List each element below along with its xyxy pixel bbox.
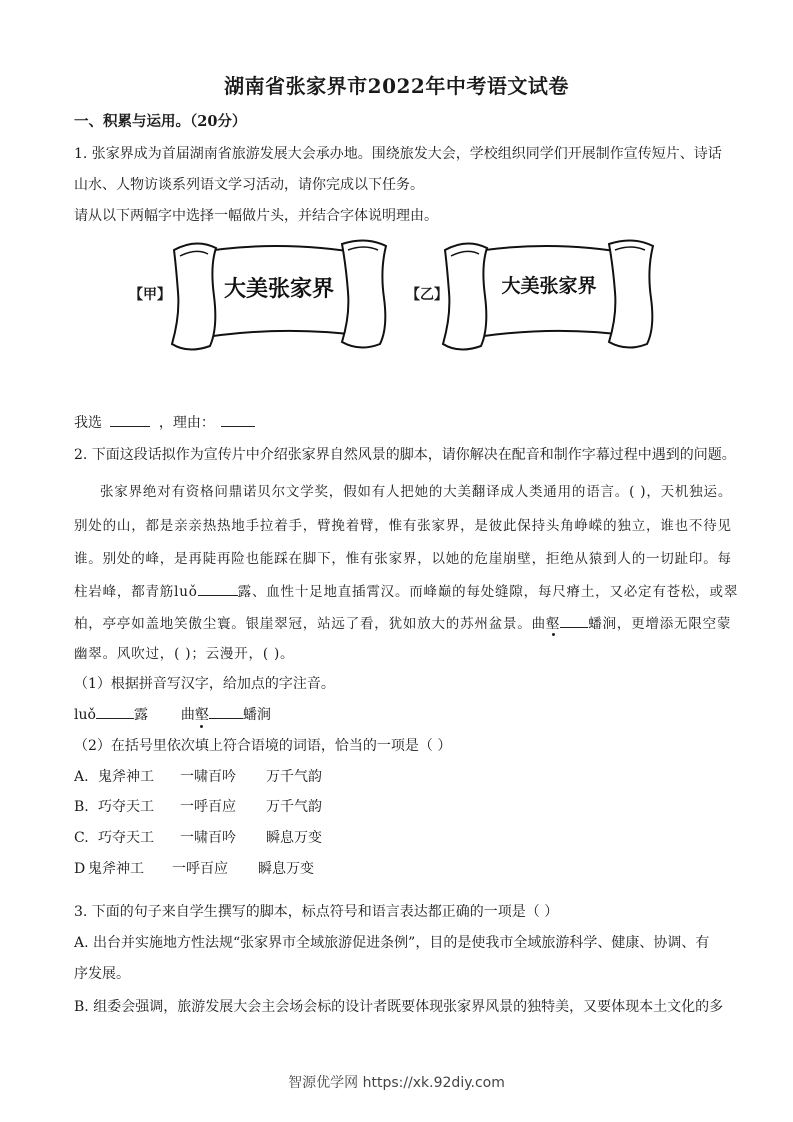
scroll-jia-text: 大美张家界 [223,276,335,302]
q2-passage-line-5 [74,612,731,632]
pinyin-blank[interactable] [198,583,238,596]
passage-text: 柱岩峰，都青筋 [74,584,175,600]
option-word-1: 巧夺天工 [98,799,154,815]
page-title: 湖南省张家界市2022年中考语文试卷 [224,74,569,98]
scroll-jia-image [166,236,394,356]
dotted-character: 壑 [546,612,560,632]
q1-line-2: 山水、人物访谈系列语文学习活动，请你完成以下任务。 [74,177,424,193]
q2-passage-line-3: 谁。别处的峰，是再陡再险也能踩在脚下，惟有张家界，以她的危崖崩壁，拒绝从猿到人的一切趾印。每 [74,551,732,567]
pronunciation-blank[interactable] [560,615,588,628]
pronunciation-blank[interactable] [209,706,243,719]
footer-watermark: 智源优学网 https://xk.92diy.com [288,1075,505,1091]
label-yi: 【乙】 [406,287,448,303]
q1-line-3: 请从以下两幅字中选择一幅做片头，并结合字体说明理由。 [74,208,438,224]
q2-sub1-answer [74,704,271,724]
q3-option-a-line-1[interactable]: A. 出台并实施地方性法规“张家界市全域旅游促进条例”，目的是使我市全域旅游科学、健康、协调、有 [74,935,710,951]
answer-reason-label: ，理由： [158,415,215,431]
q2-sub1: （1）根据拼音写汉字，给加点的字注音。 [74,676,335,692]
q2-passage-line-2: 别处的山，都是亲亲热热地手拉着手，臂挽着臂，惟有张家界，是彼此保持头角峥嵘的独立，谁也不待见 [74,518,732,534]
answer-choose-label: 我选 [74,415,102,431]
option-word-3: 万千气韵 [266,769,322,785]
option-word-3: 瞬息万变 [266,830,322,846]
q3-option-a-line-2: 序发展。 [74,966,130,982]
option-word-2: 一呼百应 [172,861,228,877]
pinyin-luo: luǒ [174,584,198,600]
q2-passage-line-6: 幽翠。风吹过，( )；云漫开，( )。 [74,646,295,662]
q2-passage-line-4 [74,580,738,600]
option-a[interactable] [74,766,322,786]
q3-option-b-line-1[interactable]: B. 组委会强调，旅游发展大会主会场会标的设计者既要体现张家界风景的独特美，又要体现本土文化的多 [74,999,724,1015]
label-jia: 【甲】 [129,287,171,303]
passage-text: 蟠涧，更增添无限空蒙 [588,616,732,632]
option-word-2: 一呼百应 [180,799,236,815]
option-c[interactable] [74,827,322,847]
option-d[interactable] [74,858,314,878]
pinyin-luo: luǒ [74,707,96,723]
option-b[interactable] [74,796,322,816]
hanzi-blank[interactable] [96,706,134,719]
answer-text: 曲 [180,707,195,723]
option-word-2: 一啸百吟 [180,830,236,846]
scroll-yi-image [437,236,659,356]
option-word-1: 鬼斧神工 [98,769,154,785]
option-letter: C. [74,830,89,846]
answer-reason-blank[interactable] [221,414,255,427]
dotted-character: 壑 [195,704,209,724]
option-word-3: 瞬息万变 [258,861,314,877]
option-word-1: 鬼斧神工 [88,861,144,877]
q1-line-1: 1. 张家界成为首届湖南省旅游发展大会承办地。围绕旅发大会，学校组织同学们开展制作宣传短片、诗话 [74,146,722,162]
answer-text: 蟠涧 [242,707,271,723]
answer-choice-blank[interactable] [110,414,150,427]
option-word-1: 巧夺天工 [98,830,154,846]
option-word-3: 万千气韵 [266,799,322,815]
passage-text: 柏，亭亭如盖地笑傲尘寰。银崖翠冠，站远了看，犹如放大的苏州盆景。曲 [74,616,546,632]
option-letter: D [74,861,86,877]
q3-intro: 3. 下面的句子来自学生撰写的脚本，标点符号和语言表达都正确的一项是（ ） [74,904,559,920]
option-word-2: 一啸百吟 [180,769,236,785]
q2-intro: 2. 下面这段话拟作为宣传片中介绍张家界自然风景的脚本，请你解决在配音和制作字幕过程中遇到的问题。 [74,447,736,463]
q1-answer-line [74,412,255,432]
scroll-yi-text: 大美张家界 [501,275,597,297]
passage-text: 露、血性十足地直插霄汉。而峰巅的每处缝隙，每尺瘠土，又必定有苍松，或翠 [237,584,739,600]
option-letter: A. [74,769,89,785]
answer-text: 露 [133,707,148,723]
q2-passage-line-1: 张家界绝对有资格问鼎诺贝尔文学奖，假如有人把她的大美翻译成人类通用的语言。( )，天机独运。 [100,484,733,500]
q2-sub2: （2）在括号里依次填上符合语境的词语，恰当的一项是（ ） [74,738,452,754]
option-letter: B. [74,799,89,815]
section-heading: 一、积累与运用。（20分） [74,113,247,130]
